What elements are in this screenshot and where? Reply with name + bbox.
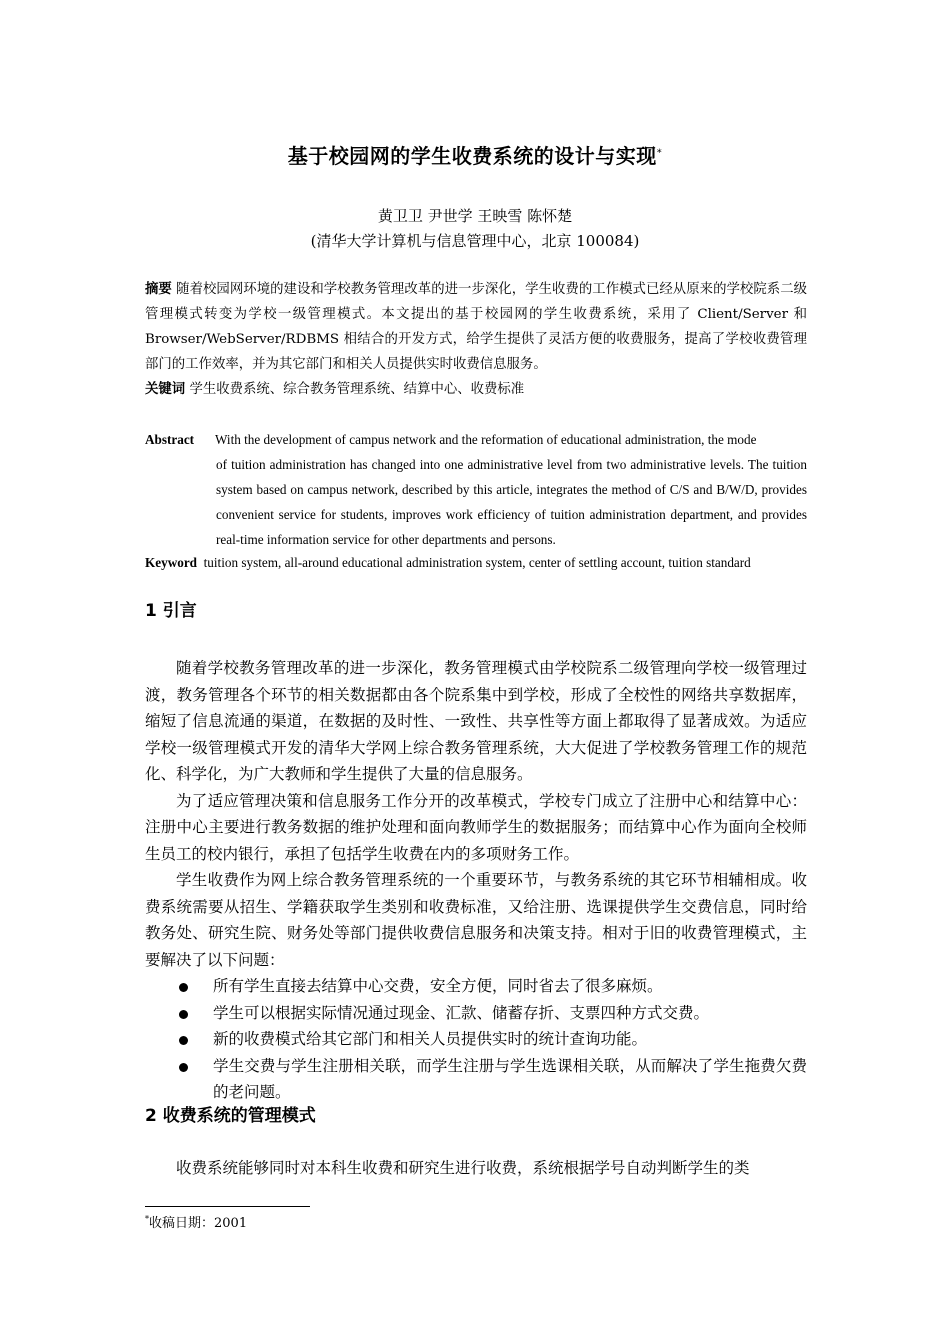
list-item [145, 973, 807, 1000]
keywords-en-text: tuition system, all-around educational administration system, center of settling account, tuition standard [203, 555, 751, 570]
paragraph: 学生收费作为网上综合教务管理系统的一个重要环节，与教务系统的其它环节相辅相成。收费系统需要从招生、学籍获取学生类别和收费标准，又给注册、选课提供学生交费信息，同时给教务处、研究生院、财务处等部门提供收费信息服务和决策支持。相对于旧的收费管理模式，主要解决了以下问题： [145, 871, 807, 969]
abstract-en [145, 427, 807, 552]
abstract-en-first-line [145, 427, 807, 452]
list-item [145, 1053, 807, 1106]
section2-heading: 2 收费系统的管理模式 [145, 1106, 316, 1126]
authors: 黄卫卫 尹世学 王映雪 陈怀楚 [377, 207, 573, 225]
list-item-text: 学生可以根据实际情况通过现金、汇款、储蓄存折、支票四种方式交费。 [213, 1003, 710, 1022]
paragraph: 收费系统能够同时对本科生收费和研究生进行收费，系统根据学号自动判断学生的类 [176, 1159, 750, 1177]
list-item [145, 1026, 807, 1053]
paragraph: 随着学校教务管理改革的进一步深化，教务管理模式由学校院系二级管理向学校一级管理过渡，教务管理各个环节的相关数据都由各个院系集中到学校，形成了全校性的网络共享数据库，缩短了信息流通的渠道，在数据的及时性、一致性、共享性等方面上都取得了显著成效。为适应学校一级管理模式开发的清华大学网上综合教务管理系统，大大促进了学校教务管理工作的规范化、科学化，为广大教师和学生提供了大量的信息服务。 [145, 659, 807, 783]
footnote-text: 收稿日期：2001 [149, 1216, 248, 1231]
section1-heading: 1 引言 [145, 601, 197, 621]
abstract-cn-label: 摘要 [145, 281, 172, 297]
list-item-text: 学生交费与学生注册相关联，而学生注册与学生选课相关联，从而解决了学生拖费欠费的老问题。 [213, 1056, 807, 1101]
bullet-icon [179, 1010, 188, 1019]
section2-body [145, 1155, 807, 1182]
bullet-icon [179, 1036, 188, 1045]
keywords-en-label: Keyword [145, 555, 198, 570]
list-item-text: 所有学生直接去结算中心交费，安全方便，同时省去了很多麻烦。 [213, 977, 663, 995]
abstract-en-first-text: With the development of campus network and the reformation of educational administration, the mode [215, 432, 757, 447]
bullet-icon [179, 1063, 188, 1072]
paragraph: 为了适应管理决策和信息服务工作分开的改革模式，学校专门成立了注册中心和结算中心：注册中心主要进行教务数据的维护处理和面向教师学生的数据服务；而结算中心作为面向全校师生员工的校内银行，承担了包括学生收费在内的多项财务工作。 [145, 791, 807, 863]
title-text: 基于校园网的学生收费系统的设计与实现 [287, 144, 657, 168]
list-item-text: 新的收费模式给其它部门和相关人员提供实时的统计查询功能。 [213, 1030, 648, 1048]
list-item [145, 1000, 807, 1027]
footnote-divider [145, 1206, 310, 1207]
section1-body [145, 655, 807, 1106]
keywords-cn-text: 学生收费系统、综合教务管理系统、结算中心、收费标准 [189, 382, 525, 397]
title-footnote-mark: * [656, 147, 663, 159]
footnote [145, 1212, 247, 1231]
abstract-en-continuation: of tuition administration has changed into one administrative level from two administrative levels. The tuition system based on campus network, described by this article, integrates the method of C/S and B/W/D, provides convenient service for students, improves work efficiency of tuition administration department, and provides real-time information service for other departments and persons. [216, 457, 807, 547]
abstract-cn [145, 277, 807, 377]
bullet-icon [179, 983, 188, 992]
keywords-en [145, 552, 825, 574]
affiliation: (清华大学计算机与信息管理中心，北京 100084) [310, 232, 640, 250]
paper-title [0, 140, 950, 169]
keywords-cn [145, 378, 807, 401]
footnote-mark: * [145, 1214, 149, 1224]
bullet-list [145, 973, 807, 1106]
keywords-cn-label: 关键词 [145, 381, 186, 397]
abstract-cn-text: 随着校园网环境的建设和学校教务管理改革的进一步深化，学生收费的工作模式已经从原来的学校院系二级管理模式转变为学校一级管理模式。本文提出的基于校园网的学生收费系统，采用了 Client/Server 和 Browser/WebServer/RDBMS 相结合的开发方式，给学生提供了灵活方便的收费服务，提高了学校收费管理部门的工作效率，并为其它部门和相关人员提供实时收费信息服务。 [145, 282, 808, 372]
abstract-en-label: Abstract [145, 432, 195, 447]
